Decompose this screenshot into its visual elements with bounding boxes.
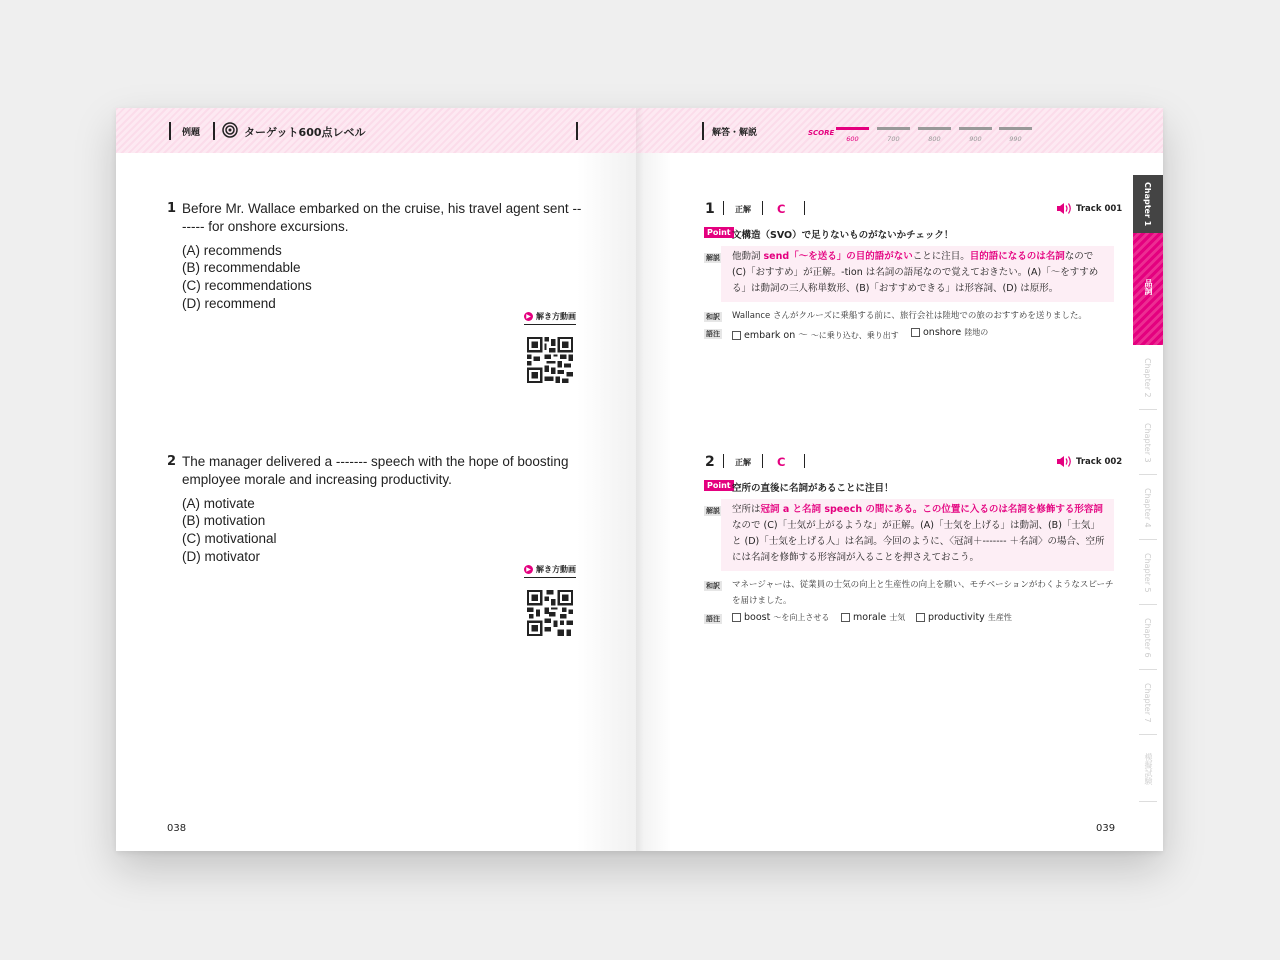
translation-text: Wallance さんがクルーズに乗船する前に、旅行会社は陸地での旅のおすすめを送りました。 [732, 311, 1087, 321]
answer-label: 正解 [735, 458, 751, 467]
vocab-item: onshore 陸地の [911, 327, 988, 338]
explanation-label: 解説 [706, 254, 720, 262]
side-tab-chapter-7[interactable]: Chapter 7 [1143, 683, 1152, 723]
explanation-label: 解説 [706, 507, 720, 515]
track-label[interactable]: Track 002 [1076, 457, 1123, 467]
question-text: The manager delivered a ------- speech with the hope of boosting employee morale and increasing productivity. [182, 454, 569, 487]
point-badge: Point [704, 227, 734, 238]
side-tab-label: Chapter 1 [1143, 182, 1152, 227]
translation-label: 和訳 [706, 313, 720, 321]
side-tab-divider [1139, 669, 1157, 670]
side-tab-divider [1139, 474, 1157, 475]
checkbox-icon [841, 613, 850, 622]
header-tag: 例題 [182, 128, 201, 138]
book-spread [116, 108, 1163, 851]
explanation-text: 他動詞 send「～を送る」の目的語がないことに注目。目的語になるのは名詞なので (C)「おすすめ」が正解。-tion は名詞の語尾なので覚えておきたい。(A)「～をすすめる」は動詞の三人称単数形、(B)「おすすめできる」は形容詞、(D) は原形。 [732, 251, 1099, 294]
side-tab-chapter-3[interactable]: Chapter 3 [1143, 423, 1152, 463]
answer-label: 正解 [735, 205, 751, 214]
video-label[interactable]: ▶ 解き方動画 [524, 311, 576, 322]
translation-text: マネージャーは、従業員の士気の向上と生産性の向上を願い、モチベーションがわくようなスピーチを届けました。 [732, 580, 1114, 606]
correct-answer: C [777, 202, 786, 216]
option-b[interactable]: (B) motivation [182, 513, 266, 528]
side-tab-divider [1139, 604, 1157, 605]
side-tab-chapter-6[interactable]: Chapter 6 [1143, 618, 1152, 658]
question-text: Before Mr. Wallace embarked on the cruise, his travel agent sent ------- for onshore excursions. [182, 201, 582, 234]
option-c[interactable]: (C) motivational [182, 531, 277, 546]
option-d[interactable]: (D) recommend [182, 296, 276, 311]
divider [804, 201, 805, 215]
score-bar-990 [999, 127, 1032, 130]
score-level: 900 [969, 135, 982, 143]
side-tab-chapter-2[interactable]: Chapter 2 [1143, 358, 1152, 398]
target-icon [222, 122, 238, 138]
vocab-item: morale 士気 [841, 612, 905, 623]
score-bar-800 [918, 127, 951, 130]
question-number: 1 [167, 201, 177, 216]
video-underline [524, 324, 576, 325]
option-a[interactable]: (A) recommends [182, 243, 282, 258]
point-text: 文構造（SVO）で足りないものがないかチェック！ [732, 230, 954, 241]
point-text: 空所の直後に名詞があることに注目！ [732, 483, 894, 494]
qr-code-icon[interactable] [527, 590, 573, 636]
page-number: 038 [167, 823, 187, 834]
video-label[interactable]: ▶ 解き方動画 [524, 564, 576, 575]
vocab-label: 語注 [706, 615, 720, 623]
divider [723, 201, 724, 215]
header-divider [169, 122, 171, 140]
side-tab-divider [1139, 801, 1157, 802]
score-level: 700 [887, 135, 900, 143]
qr-code-icon[interactable] [527, 337, 573, 383]
translation-label: 和訳 [706, 582, 720, 590]
side-tab-divider [1139, 539, 1157, 540]
score-label: SCORE [808, 129, 835, 137]
option-b[interactable]: (B) recommendable [182, 260, 301, 275]
header-title: 解答・解説 [712, 128, 758, 138]
point-badge: Point [704, 480, 734, 491]
divider [723, 454, 724, 468]
vocab-item: boost ～を向上させる [732, 612, 829, 623]
side-tab-divider [1139, 734, 1157, 735]
play-icon: ▶ [524, 312, 533, 321]
divider [762, 454, 763, 468]
score-level: 600 [846, 135, 859, 143]
checkbox-icon [911, 328, 920, 337]
question-number: 2 [167, 454, 177, 469]
left-page [116, 108, 640, 851]
correct-answer: C [777, 455, 786, 469]
header-title: ターゲット600点レベル [244, 126, 366, 139]
play-icon: ▶ [524, 565, 533, 574]
answer-number: 2 [705, 454, 715, 470]
checkbox-icon [732, 331, 741, 340]
checkbox-icon [916, 613, 925, 622]
option-d[interactable]: (D) motivator [182, 549, 261, 564]
option-c[interactable]: (C) recommendations [182, 278, 312, 293]
side-tab-mock-exam[interactable]: 模擬試験 [1144, 753, 1153, 785]
vocab-item: productivity 生産性 [916, 612, 1012, 623]
header-divider [213, 122, 215, 140]
track-label[interactable]: Track 001 [1076, 204, 1123, 214]
score-bar-900 [959, 127, 992, 130]
answer-number: 1 [705, 201, 715, 217]
page-spine [636, 108, 644, 851]
page-number: 039 [1096, 823, 1116, 834]
side-tab-divider [1139, 409, 1157, 410]
side-tab-chapter-4[interactable]: Chapter 4 [1143, 488, 1152, 528]
score-bar-700 [877, 127, 910, 130]
option-a[interactable]: (A) motivate [182, 496, 255, 511]
checkbox-icon [732, 613, 741, 622]
divider [762, 201, 763, 215]
speaker-icon[interactable] [1056, 202, 1073, 215]
side-tab-chapter-5[interactable]: Chapter 5 [1143, 553, 1152, 593]
score-level: 990 [1009, 135, 1022, 143]
explanation-text: 空所は冠詞 a と名詞 speech の間にある。この位置に入るのは名詞を修飾する形容詞なので (C)「士気が上がるような」が正解。(A)「士気を上げる」は動詞、(B)「士気」と (D)「士気を上げる人」は名詞。今回のように、〈冠詞＋------- ＋名詞〉の場合、空所には名詞を修飾する形容詞が入ることを押さえておこう。 [732, 504, 1105, 563]
header-divider [576, 122, 578, 140]
video-underline [524, 577, 576, 578]
divider [804, 454, 805, 468]
score-bar-600 [836, 127, 869, 130]
speaker-icon[interactable] [1056, 455, 1073, 468]
vocab-item: embark on ～ ～に乗り込む、乗り出す [732, 327, 899, 341]
side-tab-label: 品詞 [1144, 279, 1153, 295]
score-level: 800 [928, 135, 941, 143]
vocab-label: 語注 [706, 330, 720, 338]
header-divider [702, 122, 704, 140]
